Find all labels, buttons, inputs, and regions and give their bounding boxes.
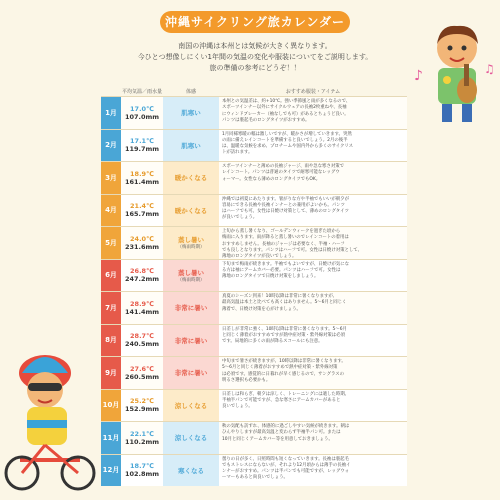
recommend-line: にウィンドブレーカー（袖なしでも可）があるとちょうど良い。 — [222, 111, 349, 117]
feel-cell — [163, 162, 219, 194]
recommend-line: る方は袖にアームカバー必要。パンツはハーフで可。女性は — [222, 267, 341, 273]
recommend-line: 秋の気配も訪ずれ、体感的に過ごしやすい気候が続きます。朝は — [222, 424, 350, 429]
avg-temp: 28.7℃ — [130, 332, 154, 341]
feel-label: 蒸し暑い — [178, 236, 204, 245]
recommend-line: レインコート。パンツは普通のタイツで耐寒可能なレッグウ — [222, 170, 340, 176]
recommend-line: ーマーもあると尚良いでしょう。 — [222, 475, 288, 481]
temp-cell — [121, 357, 163, 389]
recommend-line: の雨に備えレインコートを準備すると良いでしょう。2月の後半 — [222, 137, 348, 143]
month-label: 3月 — [101, 162, 121, 194]
feel-cell — [163, 325, 219, 357]
recommend-line: 薄地のロングタイツが良いでしょう。 — [222, 254, 297, 259]
feel-sub: （梅雨時期） — [177, 277, 205, 283]
recommend-line: 日差しが非常に強く、10時以降は非常に暑くなります。5〜6月 — [222, 326, 347, 332]
recommend-line: 最高気温は本土と比べても高くはありません。5〜6月と同じく — [222, 300, 347, 306]
feel-label: 肌寒い — [181, 141, 201, 150]
rainfall: 107.0mm — [124, 112, 160, 121]
temp-cell — [121, 162, 163, 194]
header-temp: 平均気温／雨水量 — [121, 88, 162, 95]
recommend-line: 真夏のシーズン到来！10時以降は非常に暑くなりますが、 — [222, 294, 338, 299]
month-label: 5月 — [101, 227, 121, 259]
feel-cell — [163, 357, 219, 389]
month-label: 9月 — [101, 357, 121, 389]
avg-temp: 18.7℃ — [130, 462, 154, 471]
music-note-icon: ♪ — [414, 68, 423, 84]
recommend-line: 本州との気温差は、約+10℃。強い季節風と雨が多くなるので、 — [222, 99, 351, 104]
recommend-line: 薄着で、日焼け対策を心がけましょう。 — [222, 306, 301, 312]
temp-cell — [121, 227, 163, 259]
temp-cell — [121, 260, 163, 292]
feel-label: 涼しくなる — [174, 434, 208, 443]
temp-cell — [121, 97, 163, 129]
rainfall: 260.5mm — [124, 372, 160, 381]
feel-label: 蒸し暑い — [178, 268, 204, 277]
recommend-items — [219, 260, 407, 292]
ukulele-guy-illustration — [412, 18, 500, 128]
feel-label: 非常に暑い — [174, 369, 208, 378]
recommend-line: 上旬から蒸し暑くなり、ゴールデンウィークを過ぎた頃から — [222, 229, 341, 234]
rainfall: 102.8mm — [124, 470, 160, 479]
table-header — [101, 86, 407, 96]
avg-temp: 21.4℃ — [130, 202, 154, 211]
recommend-line: ォーマー。女性なら薄めのロングタイツでもOK。 — [222, 176, 321, 182]
month-label: 6月 — [101, 260, 121, 292]
recommend-line: 日差しは和らぎ、朝夕は涼しく、トレーニングには適した時期。 — [222, 391, 349, 397]
recommend-line: パンツは裏起毛のロングタイツがおすすめ。 — [222, 117, 310, 123]
feel-cell — [163, 422, 219, 454]
intro-line: 南国の沖縄は本州とは気候が大きく異なります。 — [178, 42, 332, 50]
feel-cell — [163, 130, 219, 162]
recommend-line: 下旬まで梅雨が続きます。半袖でもよいですが、日焼けが気にな — [222, 261, 349, 267]
rainfall: 161.4mm — [124, 177, 160, 186]
feel-label: 非常に暑い — [174, 336, 208, 345]
avg-temp: 18.9℃ — [130, 169, 154, 178]
recommend-items — [219, 292, 407, 324]
intro-text — [105, 41, 405, 74]
recommend-line: です。局地的に多くの雨が降るスコールにも注意。 — [222, 339, 323, 345]
avg-temp: 24.0℃ — [130, 234, 154, 243]
recommend-line: でもストレスにならないが、それより12月頃からは薄手の長袖イ — [222, 462, 351, 468]
intro-line: 今ひとつ想像しにくい1年間の気温の変化や服装についてをご説明します。 — [137, 53, 373, 61]
header-items: おすすめ服装・アイテム — [285, 88, 341, 95]
month-label: 2月 — [101, 130, 121, 162]
feel-label: 暖かくなる — [174, 174, 208, 183]
table-row — [101, 194, 407, 227]
feel-cell — [163, 260, 219, 292]
table-row — [101, 226, 407, 259]
feel-cell — [163, 97, 219, 129]
month-rows — [101, 96, 407, 486]
feel-label: 非常に暑い — [174, 304, 208, 313]
table-row — [101, 454, 407, 487]
music-note-icon: ♫ — [484, 62, 495, 76]
recommend-line: でも良しとなります。パンツはハーフで可。女性は日焼け対策として、 — [222, 247, 362, 253]
recommend-line: 良いでしょう。 — [222, 404, 253, 410]
recommend-line: が良いでしょう。 — [222, 215, 258, 221]
recommend-line: 中旬まで暑さが続きますが、10時以降は非常に暑くなります。 — [222, 359, 346, 364]
recommend-line: 10月と同じくアームカバー等を用意しておきましょう。 — [222, 436, 333, 442]
recommend-line: トが訪れます。 — [222, 150, 253, 156]
recommend-items — [219, 97, 407, 129]
recommend-items — [219, 422, 407, 454]
feel-sub: （梅雨時期） — [177, 245, 205, 251]
recommend-line: 明るさ選択も必要かも。 — [222, 377, 271, 383]
temp-cell — [121, 422, 163, 454]
avg-temp: 26.8℃ — [130, 267, 154, 276]
calendar-table — [101, 86, 407, 486]
feel-label: 肌寒い — [181, 109, 201, 118]
table-row — [101, 421, 407, 454]
month-label: 10月 — [101, 390, 121, 422]
rainfall: 247.2mm — [124, 275, 160, 284]
temp-cell — [121, 455, 163, 487]
month-label: 7月 — [101, 292, 121, 324]
temp-cell — [121, 292, 163, 324]
intro-line: 旅の準備の参考にどうぞ！！ — [209, 64, 301, 72]
avg-temp: 28.9℃ — [130, 299, 154, 308]
month-label: 12月 — [101, 455, 121, 487]
recommend-items — [219, 195, 407, 227]
recommend-line: 5〜6月と同じく薄着がおすすめで熱中症対策・紫外線対策 — [222, 365, 338, 371]
table-row — [101, 291, 407, 324]
temp-cell — [121, 390, 163, 422]
feel-cell — [163, 195, 219, 227]
recommend-line: 梅雨に入ります。雨が降ると蒸し暑いのでレインコートの着用は — [222, 235, 349, 241]
table-row — [101, 389, 407, 422]
recommend-items — [219, 325, 407, 357]
table-row — [101, 259, 407, 292]
table-row — [101, 324, 407, 357]
recommend-line: スポーツインナーと薄めの長袖ジャージ、雨や急な寒さ対策で — [222, 164, 345, 169]
avg-temp: 25.2℃ — [130, 397, 154, 406]
month-label: 11月 — [101, 422, 121, 454]
rainfall: 119.7mm — [124, 145, 160, 154]
recommend-line: 半袖半パンで可能ですが、急な寒さにアームカバーがあると — [222, 397, 341, 403]
page-title: 沖縄サイクリング旅カレンダー — [160, 11, 350, 33]
recommend-line: は必須です。感覚的に日暮れが早く感じるので、サングラスの — [222, 371, 345, 377]
recommend-items — [219, 390, 407, 422]
recommend-line: と同じく薄着がおすすめですが熱中症対策・紫外線対策は必須 — [222, 332, 345, 338]
rainfall: 231.6mm — [124, 242, 160, 251]
recommend-line: はハーフでも可。女性は日焼け対策として、薄めのロングタイツ — [222, 209, 349, 215]
avg-temp: 22.1℃ — [130, 429, 154, 438]
recommend-items — [219, 130, 407, 162]
month-label: 1月 — [101, 97, 121, 129]
feel-cell — [163, 390, 219, 422]
feel-cell — [163, 227, 219, 259]
recommend-line: 容易にできる長袖や長袖インナーとの兼用がよいかも。パンツ — [222, 202, 345, 208]
recommend-line: は、温暖な気候を求め、プロチームや国内外から多くのサイクリス — [222, 144, 354, 150]
month-label: 8月 — [101, 325, 121, 357]
table-row — [101, 161, 407, 194]
table-row — [101, 129, 407, 162]
feel-cell — [163, 292, 219, 324]
temp-cell — [121, 130, 163, 162]
recommend-items — [219, 357, 407, 389]
recommend-line: ンナーがおすすめ。パンツは半パンでも可能ですが、レッグウォ — [222, 469, 349, 475]
feel-label: 涼しくなる — [174, 401, 208, 410]
table-row — [101, 356, 407, 389]
recommend-line: 沖縄では初夏にあたります。暑がりな方や半袖でもいいが朝夕が — [222, 196, 349, 202]
recommend-line: 薄地のロングタイツで日焼け対策をしましょう。 — [222, 274, 319, 280]
recommend-items — [219, 455, 407, 487]
month-label: 4月 — [101, 195, 121, 227]
rainfall: 165.7mm — [124, 210, 160, 219]
recommend-line: おすすめしません。長袖のジャージは必要なく、半袖・ハーフ — [222, 241, 345, 247]
feel-label: 暖かくなる — [174, 206, 208, 215]
recommend-line: 1月同様寒暖の幅は激しいですが、暖かさが増していきます。突然 — [222, 131, 352, 137]
avg-temp: 27.6℃ — [130, 364, 154, 373]
avg-temp: 17.1℃ — [130, 137, 154, 146]
recommend-line: スポーツインナー以外にサイクルウェアの長袖2枚重ねや、長袖 — [222, 105, 347, 111]
recommend-line: ひんやりしますが最高気温と変わらず半袖半パン可。または — [222, 430, 341, 436]
recommend-items — [219, 227, 407, 259]
feel-cell — [163, 455, 219, 487]
header-feel: 体感 — [185, 88, 196, 95]
feel-label: 寒くなる — [178, 466, 204, 475]
temp-cell — [121, 195, 163, 227]
avg-temp: 17.0℃ — [130, 104, 154, 113]
table-row — [101, 96, 407, 129]
temp-cell — [121, 325, 163, 357]
rainfall: 240.5mm — [124, 340, 160, 349]
cyclist-illustration — [0, 345, 100, 495]
rainfall: 152.9mm — [124, 405, 160, 414]
recommend-items — [219, 162, 407, 194]
recommend-line: 曇りの日が多く、日照時間も短くなっていきます。長袖は裏起毛 — [222, 456, 349, 462]
rainfall: 110.2mm — [124, 437, 160, 446]
rainfall: 141.4mm — [124, 307, 160, 316]
